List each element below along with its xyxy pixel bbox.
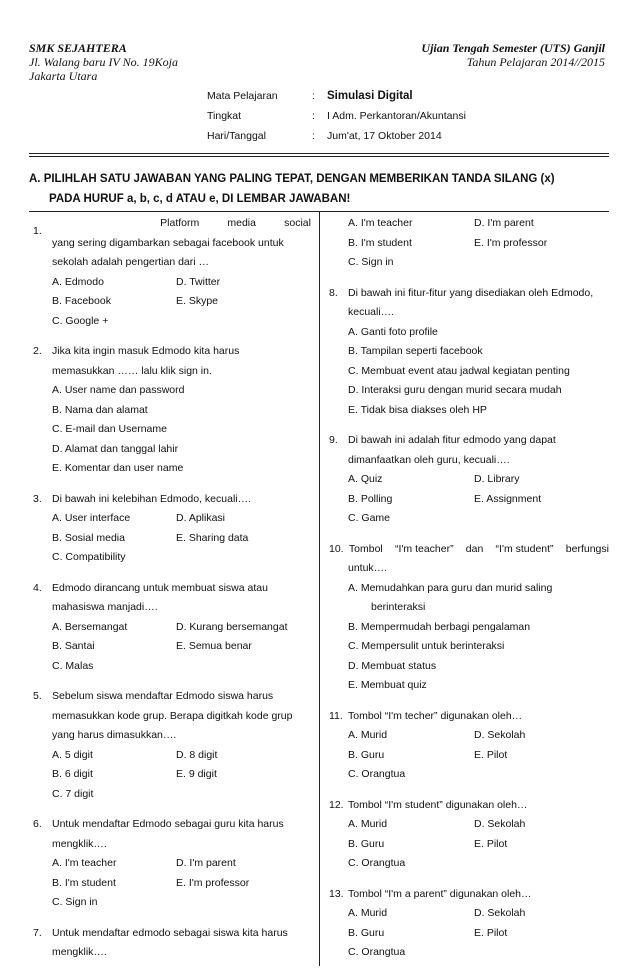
option-c: C. Google + xyxy=(52,314,109,327)
option-row xyxy=(329,924,609,944)
instruction xyxy=(29,169,609,209)
question-10 xyxy=(329,540,609,696)
option-row xyxy=(329,470,609,490)
question-1 xyxy=(33,214,313,331)
exam-year: Tahun Pelajaran 2014//2015 xyxy=(466,55,605,69)
meta-value: Simulasi Digital xyxy=(327,90,413,102)
option-c: C. Mempersulit untuk berinteraksi xyxy=(348,640,505,652)
option-b: B. Guru xyxy=(348,926,385,939)
question-text: 2. Jika kita ingin masuk Edmodo kita harus xyxy=(33,345,240,357)
option-e: E. Pilot xyxy=(474,837,508,850)
option-a: A. 5 digit xyxy=(52,748,93,761)
option-e: E. Sharing data xyxy=(176,531,249,544)
meta-row xyxy=(207,90,466,110)
meta-key: Hari/Tanggal xyxy=(207,130,266,142)
question-text: mengklik…. xyxy=(52,946,107,958)
option-a: A. I'm teacher xyxy=(348,217,413,229)
question-text: sekolah adalah pengertian dari … xyxy=(52,256,210,268)
option-e: E. 9 digit xyxy=(176,768,217,780)
question-6 xyxy=(33,815,313,913)
question-3 xyxy=(33,490,313,568)
option-b: B. Nama dan alamat xyxy=(52,403,148,416)
option-e: E. I'm professor xyxy=(474,236,548,249)
meta-sep: : xyxy=(312,110,315,122)
option-b: B. Polling xyxy=(348,492,393,505)
option-c: C. Game xyxy=(348,512,391,524)
question-text: 5. Sebelum siswa mendaftar Edmodo siswa harus xyxy=(33,690,274,702)
meta-row xyxy=(207,130,466,150)
divider xyxy=(29,153,609,154)
option-d: D. Aplikasi xyxy=(176,512,226,524)
option-b: B. 6 digit xyxy=(52,768,93,780)
option-row xyxy=(33,746,313,766)
question-11 xyxy=(329,707,609,785)
option-d: D. Sekolah xyxy=(474,907,526,919)
option-e: E. Tidak bisa diakses oleh HP xyxy=(348,403,487,416)
question-text: 3. Di bawah ini kelebihan Edmodo, kecuali…. xyxy=(33,492,252,505)
option-b: B. Guru xyxy=(348,837,385,850)
exam-header xyxy=(421,41,605,69)
question-text: 8. Di bawah ini fitur-fitur yang disediakan oleh Edmodo, xyxy=(329,286,594,299)
option-row xyxy=(33,509,313,529)
question-text: yang sering digambarkan sebagai facebook untuk xyxy=(52,236,284,249)
option-c: C. E-mail dan Username xyxy=(52,423,167,435)
question-text: kecuali…. xyxy=(348,306,395,318)
meta-value: I Adm. Perkantoran/Akuntansi xyxy=(327,110,466,122)
option-row xyxy=(329,214,609,234)
left-column xyxy=(33,214,313,974)
option-b: B. Mempermudah berbagi pengalaman xyxy=(348,620,531,633)
question-text: memasukkan kode grup. Berapa digitkah kode grup xyxy=(52,709,293,722)
option-row xyxy=(33,529,313,549)
question-2 xyxy=(33,342,313,479)
option-a: A. User interface xyxy=(52,512,131,524)
option-a: A. Memudahkan para guru dan murid saling xyxy=(348,581,553,594)
question-text: 11. Tombol “I'm techer” digunakan oleh… xyxy=(329,709,523,722)
option-c: C. Orangtua xyxy=(348,946,406,958)
option-b: B. Facebook xyxy=(52,295,111,307)
option-e: E. Pilot xyxy=(474,926,508,939)
option-a: A. User name dan password xyxy=(52,384,185,396)
option-a: A. Murid xyxy=(348,907,388,919)
option-a-continued: berinteraksi xyxy=(371,601,426,613)
option-a: A. Bersemangat xyxy=(52,620,128,633)
meta-sep: : xyxy=(312,90,315,102)
school-header xyxy=(29,41,178,83)
option-c: C. Membuat event atau jadwal kegiatan penting xyxy=(348,364,570,377)
option-c: C. Malas xyxy=(52,659,94,672)
option-d: D. Sekolah xyxy=(474,818,526,830)
option-d: D. Sekolah xyxy=(474,729,526,741)
meta-key: Tingkat xyxy=(207,110,242,122)
exam-meta xyxy=(207,90,466,150)
option-c: C. Compatibility xyxy=(52,551,126,563)
exam-title: Ujian Tengah Semester (UTS) Ganjil xyxy=(421,41,605,55)
option-row xyxy=(33,618,313,638)
question-text: 7. Untuk mendaftar edmodo sebagai siswa kita harus xyxy=(33,926,288,939)
question-text: 13. Tombol “I'm a parent” digunakan oleh… xyxy=(329,887,532,900)
option-d: D. Kurang bersemangat xyxy=(176,620,288,633)
meta-key: Mata Pelajaran xyxy=(207,90,278,102)
option-d: D. I'm parent xyxy=(474,217,534,229)
option-b: B. Santai xyxy=(52,640,95,652)
right-column xyxy=(329,214,609,974)
option-d: D. Library xyxy=(474,473,520,485)
option-row xyxy=(329,835,609,855)
option-e: E. Assignment xyxy=(474,492,542,505)
option-a: A. Quiz xyxy=(348,473,383,485)
option-e: E. Membuat quiz xyxy=(348,679,427,691)
option-e: E. Pilot xyxy=(474,748,508,761)
meta-value: Jum'at, 17 Oktober 2014 xyxy=(327,130,442,142)
option-d: D. Alamat dan tanggal lahir xyxy=(52,442,179,455)
option-b: B. Guru xyxy=(348,748,385,761)
question-text: untuk…. xyxy=(348,562,388,574)
question-12 xyxy=(329,796,609,874)
question-text: dimanfaatkan oleh guru, kecuali…. xyxy=(348,453,510,466)
instruction-line-1: A. PILIHLAH SATU JAWABAN YANG PALING TEPAT, DENGAN MEMBERIKAN TANDA SILANG (x) xyxy=(29,173,555,185)
question-7 xyxy=(33,924,313,963)
question-text: mengklik…. xyxy=(52,837,107,850)
instruction-line-2: PADA HURUF a, b, c, d ATAU e, DI LEMBAR JAWABAN! xyxy=(49,193,351,205)
option-a: A. Edmodo xyxy=(52,275,104,288)
option-c: C. Orangtua xyxy=(348,768,406,780)
question-text: 10. Tombol “I'm teacher” dan “I'm student” berfungsi xyxy=(329,542,609,555)
school-address-2: Jakarta Utara xyxy=(29,69,98,83)
question-text: mahasiswa manjadi…. xyxy=(52,601,158,613)
question-text: yang harus dimasukkan…. xyxy=(52,729,177,741)
option-row xyxy=(33,292,313,312)
meta-sep: : xyxy=(312,130,315,142)
question-text: 6. Untuk mendaftar Edmodo sebagai guru kita harus xyxy=(33,818,284,830)
option-d: D. Interaksi guru dengan murid secara mudah xyxy=(348,384,562,396)
question-text: 9. Di bawah ini adalah fitur edmodo yang dapat xyxy=(329,434,556,446)
option-row xyxy=(33,637,313,657)
question-7-continued xyxy=(329,214,609,273)
option-row xyxy=(33,765,313,785)
option-a: A. Murid xyxy=(348,729,388,741)
option-row xyxy=(329,726,609,746)
option-row xyxy=(329,904,609,924)
option-c: C. 7 digit xyxy=(52,787,94,800)
option-row xyxy=(329,490,609,510)
option-row xyxy=(329,746,609,766)
option-e: E. I'm professor xyxy=(176,876,250,889)
option-a: A. I'm teacher xyxy=(52,857,117,869)
option-d: D. 8 digit xyxy=(176,748,218,761)
option-e: E. Skype xyxy=(176,295,219,307)
option-c: C. Orangtua xyxy=(348,857,406,869)
option-row xyxy=(33,874,313,894)
meta-row xyxy=(207,110,466,130)
option-a: A. Murid xyxy=(348,818,388,830)
option-row xyxy=(329,815,609,835)
option-row xyxy=(33,854,313,874)
option-d: D. I'm parent xyxy=(176,857,236,869)
option-c: C. Sign in xyxy=(52,896,98,908)
question-text: 1. Platform media social xyxy=(33,217,311,237)
option-e: E. Komentar dan user name xyxy=(52,462,184,474)
question-text: memasukkan …… lalu klik sign in. xyxy=(52,364,212,377)
question-5 xyxy=(33,687,313,804)
option-b: B. I'm student xyxy=(52,876,116,889)
divider xyxy=(29,156,609,157)
option-c: C. Sign in xyxy=(348,256,394,268)
school-address-1: Jl. Walang baru IV No. 19Koja xyxy=(29,55,179,69)
question-8 xyxy=(329,284,609,421)
question-4 xyxy=(33,579,313,677)
column-divider xyxy=(319,211,320,966)
option-a: A. Ganti foto profile xyxy=(348,325,438,338)
question-text: 4. Edmodo dirancang untuk membuat siswa atau xyxy=(33,581,268,594)
option-row xyxy=(33,273,313,293)
option-e: E. Semua benar xyxy=(176,640,252,652)
option-row xyxy=(329,234,609,254)
option-b: B. Tampilan seperti facebook xyxy=(348,345,483,357)
option-b: B. Sosial media xyxy=(52,531,125,544)
option-d: D. Twitter xyxy=(176,275,221,288)
question-text: 12. Tombol “I'm student” digunakan oleh… xyxy=(329,798,528,811)
question-9 xyxy=(329,431,609,529)
school-name: SMK SEJAHTERA xyxy=(29,41,127,55)
option-d: D. Membuat status xyxy=(348,659,437,672)
question-13 xyxy=(329,885,609,963)
option-b: B. I'm student xyxy=(348,236,412,249)
